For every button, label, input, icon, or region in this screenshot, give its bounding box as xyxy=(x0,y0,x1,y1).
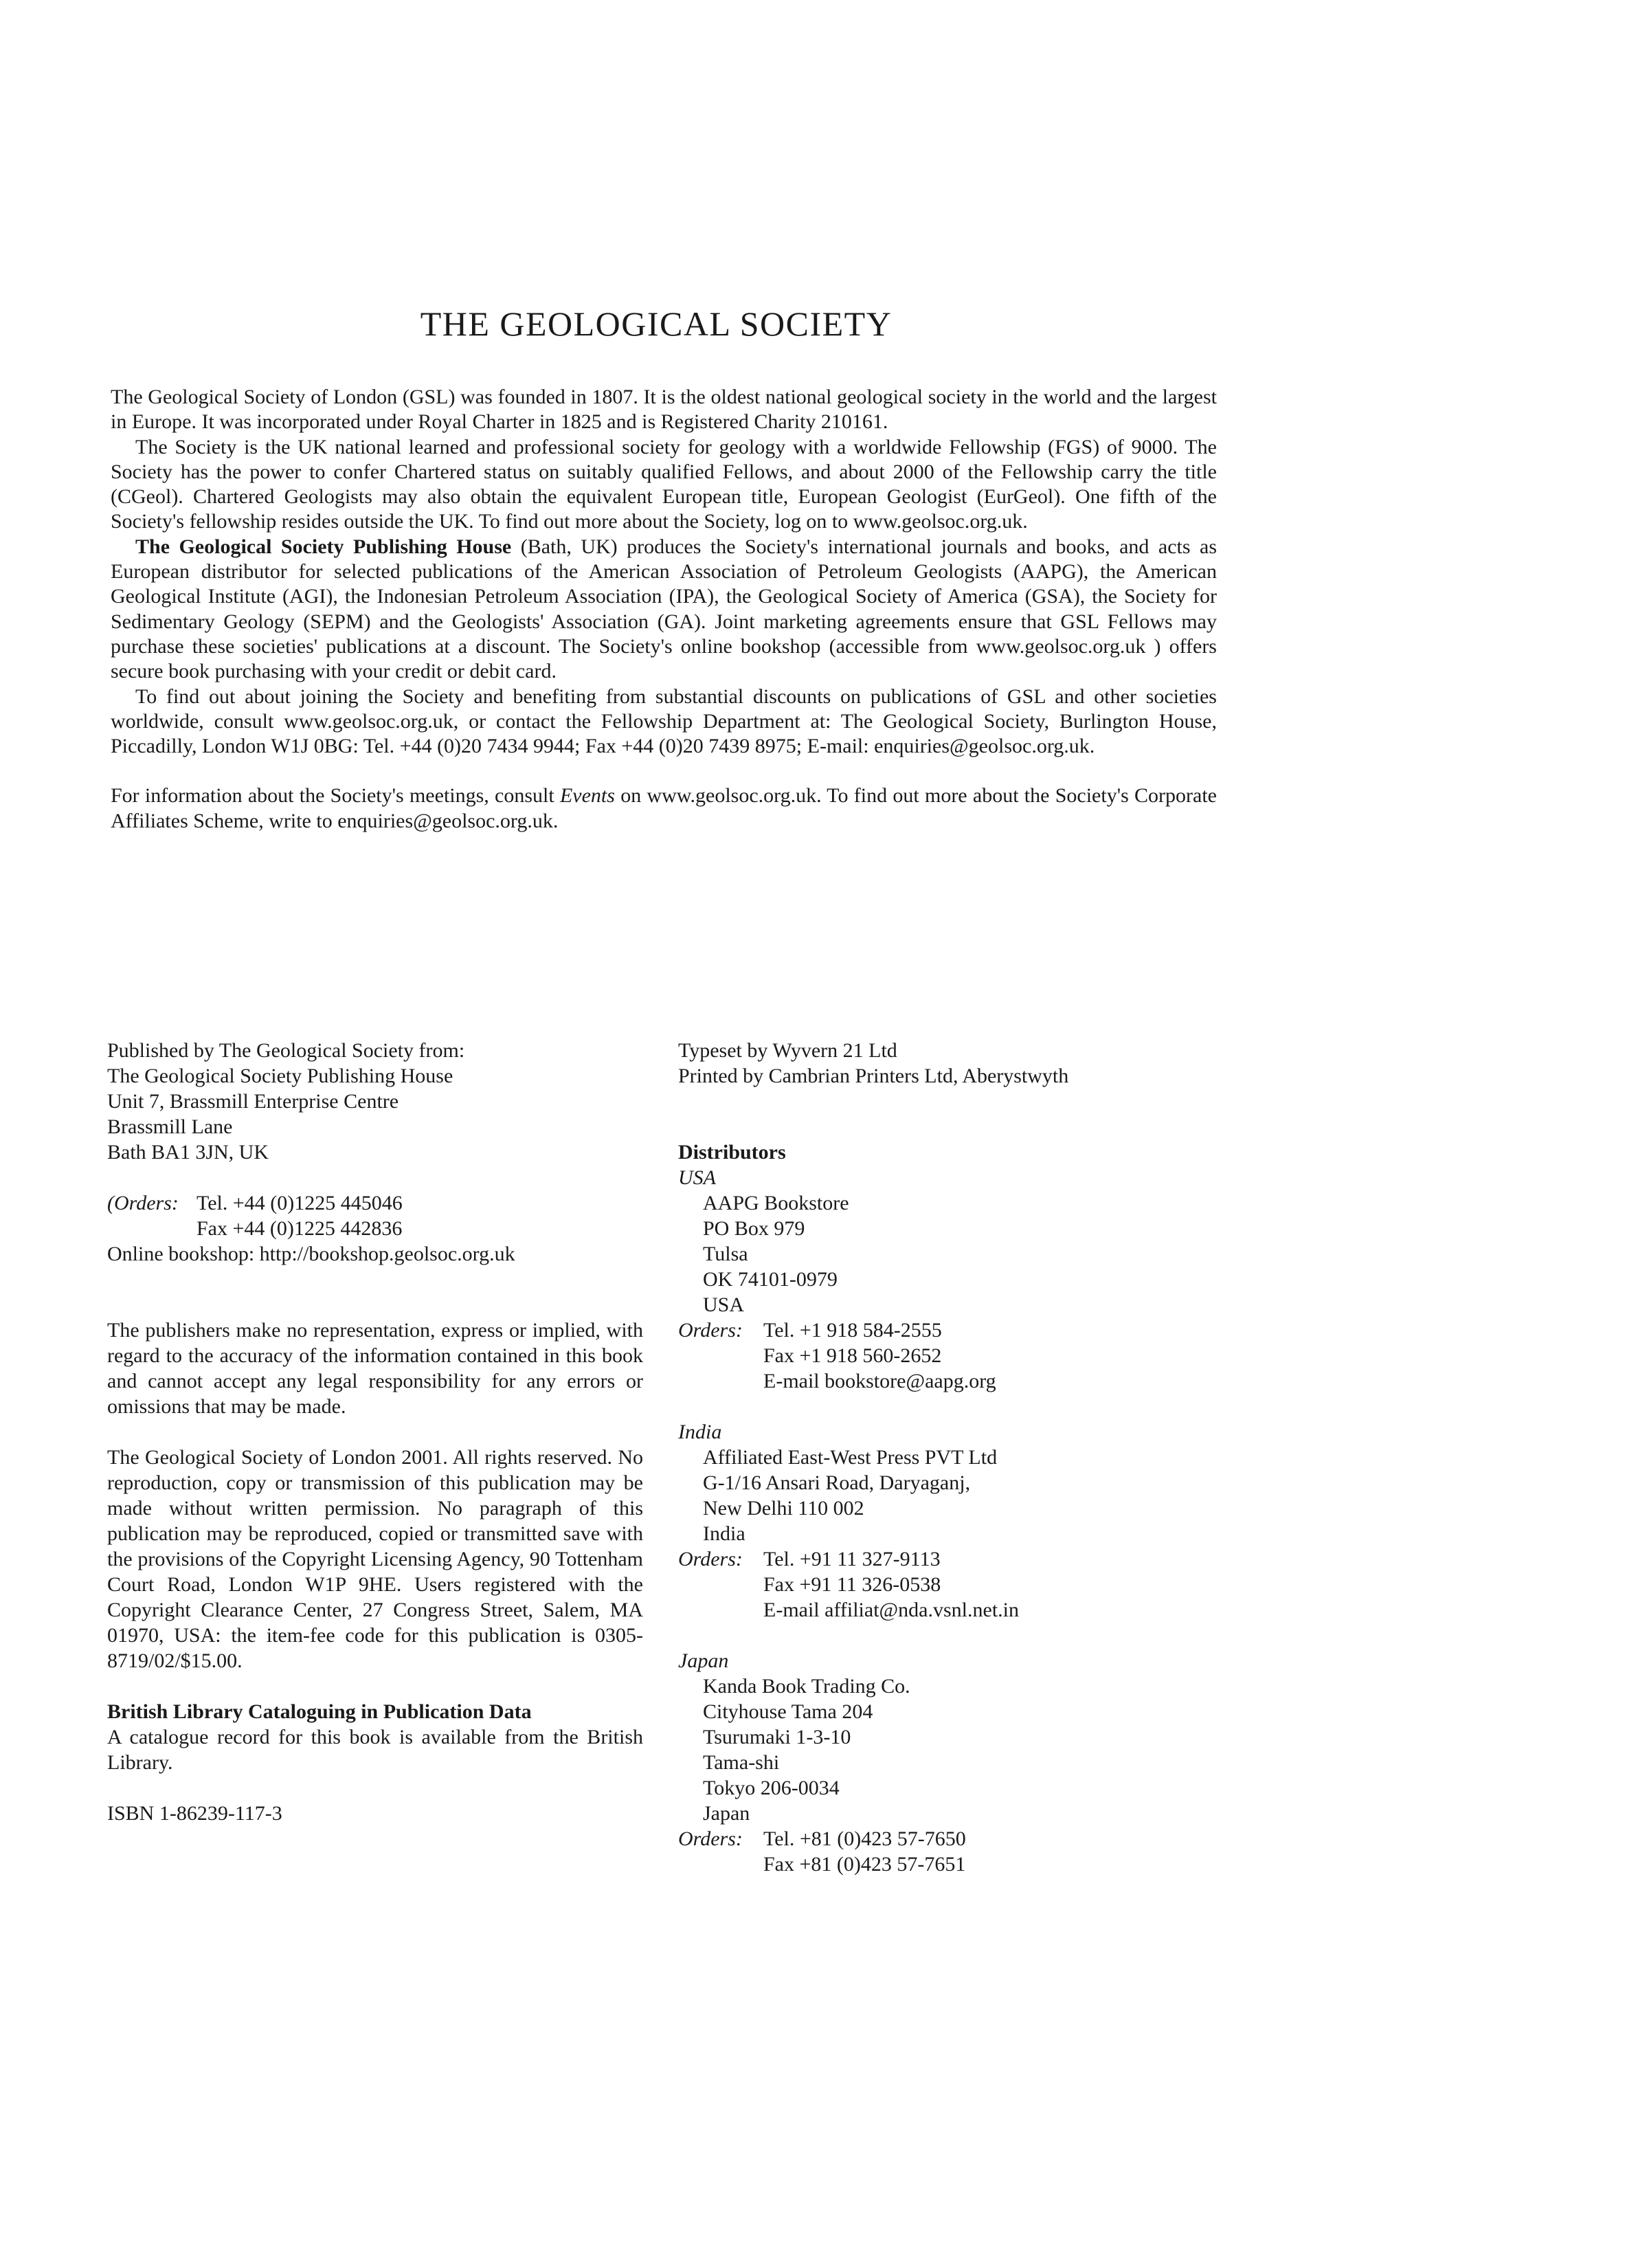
intro-paragraph-publishing-house xyxy=(111,535,1217,685)
india-fax: Fax +91 11 326-0538 xyxy=(763,1573,941,1596)
address-line: New Delhi 110 002 xyxy=(703,1497,864,1520)
publisher-orders-label: (Orders: xyxy=(107,1192,179,1214)
publisher-address xyxy=(107,1038,643,1165)
japan-tel: Tel. +81 (0)423 57-7650 xyxy=(763,1827,966,1850)
distribution-column xyxy=(678,1038,1269,1877)
publisher-line: Bath BA1 3JN, UK xyxy=(107,1141,269,1164)
india-email: E-mail affiliat@nda.vsnl.net.in xyxy=(763,1599,1019,1621)
distributors-heading: Distributors xyxy=(678,1141,786,1164)
orders-label: Orders: xyxy=(678,1319,743,1342)
address-line: Tama-shi xyxy=(703,1751,780,1774)
typeset-credit: Typeset by Wyvern 21 Ltd xyxy=(678,1039,897,1062)
publisher-column xyxy=(107,1038,643,1826)
address-line: OK 74101-0979 xyxy=(703,1268,838,1291)
publisher-fax: Fax +44 (0)1225 442836 xyxy=(197,1217,403,1240)
publisher-orders xyxy=(107,1190,643,1267)
orders-label: Orders: xyxy=(678,1827,743,1850)
meetings-text-b: on www.geolsoc.org.uk. To find out more about the Society's Corporate Affiliates Scheme, write to enquiries@geolsoc.org.uk. xyxy=(111,784,1217,832)
disclaimer-text: The publishers make no representation, express or implied, with regard to the accuracy of the information contained in this book and cannot accept any legal responsibility for any errors or omissions that may be made. xyxy=(107,1319,643,1418)
publisher-online-bookshop: Online bookshop: http://bookshop.geolsoc.org.uk xyxy=(107,1243,515,1265)
distributor-japan xyxy=(678,1648,1269,1877)
publisher-line: The Geological Society Publishing House xyxy=(107,1065,453,1087)
society-description xyxy=(111,385,1217,834)
cataloguing-heading: British Library Cataloguing in Publication Data xyxy=(107,1700,532,1723)
address-line: Tsurumaki 1-3-10 xyxy=(703,1726,851,1748)
distributor-india xyxy=(678,1419,1269,1623)
region-label-japan: Japan xyxy=(678,1649,729,1672)
printer-credit: Printed by Cambrian Printers Ltd, Aberystwyth xyxy=(678,1065,1069,1087)
region-label-usa: USA xyxy=(678,1166,716,1189)
address-line: Cityhouse Tama 204 xyxy=(703,1700,873,1723)
publisher-line: Unit 7, Brassmill Enterprise Centre xyxy=(107,1090,399,1113)
usa-email: E-mail bookstore@aapg.org xyxy=(763,1370,996,1392)
intro-paragraph-founding: The Geological Society of London (GSL) was founded in 1807. It is the oldest national geological society in the world and the largest in Europe. It was incorporated under Royal Charter in 1825 and is Registered Charity 210161. xyxy=(111,386,1217,434)
usa-tel: Tel. +1 918 584-2555 xyxy=(763,1319,942,1342)
address-line: USA xyxy=(703,1293,745,1316)
address-line: AAPG Bookstore xyxy=(703,1192,849,1214)
address-line: Japan xyxy=(703,1802,750,1825)
orders-label: Orders: xyxy=(678,1548,743,1570)
publisher-tel: Tel. +44 (0)1225 445046 xyxy=(197,1192,403,1214)
intro-paragraph-fellowship: The Society is the UK national learned and professional society for geology with a worldwide Fellowship (FGS) of 9000. The Society has the power to confer Chartered status on suitably qualified Fellows, and about 2000 of the Fellowship carry the title (CGeol). Chartered Geologists may also obtain the equivalent European title, European Geologist (EurGeol). One fifth of the Society's fellowship resides outside the UK. To find out more about the Society, log on to www.geolsoc.org.uk. xyxy=(111,435,1217,533)
address-line: PO Box 979 xyxy=(703,1217,805,1240)
publishing-house-name: The Geological Society Publishing House xyxy=(135,535,512,558)
address-line: Tulsa xyxy=(703,1243,748,1265)
intro-paragraph-meetings xyxy=(111,783,1217,834)
cataloguing-text: A catalogue record for this book is available from the British Library. xyxy=(107,1726,643,1774)
region-label-india: India xyxy=(678,1421,722,1443)
copyright-text: The Geological Society of London 2001. All rights reserved. No reproduction, copy or transmission of this publication may be made without written permission. No paragraph of this publication may be reproduced, copied or transmitted save with the provisions of the Copyright Licensing Agency, 90 Tottenham Court Road, London W1P 9HE. Users registered with the Copyright Clearance Center, 27 Congress Street, Salem, MA 01970, USA: the item-fee code for this publication is 0305-8719/02/$15.00. xyxy=(107,1446,643,1672)
japan-fax: Fax +81 (0)423 57-7651 xyxy=(763,1853,966,1876)
address-line: Kanda Book Trading Co. xyxy=(703,1675,910,1698)
intro-paragraph-joining: To find out about joining the Society and benefiting from substantial discounts on publications of GSL and other societies worldwide, consult www.geolsoc.org.uk, or contact the Fellowship Department at: The Geological Society, Burlington House, Piccadilly, London W1J 0BG: Tel. +44 (0)20 7434 9944; Fax +44 (0)20 7439 8975; E-mail: enquiries@geolsoc.org.uk. xyxy=(111,685,1217,758)
address-line: Affiliated East-West Press PVT Ltd xyxy=(703,1446,998,1469)
meetings-text-a: For information about the Society's meetings, consult xyxy=(111,784,560,808)
india-tel: Tel. +91 11 327-9113 xyxy=(763,1548,941,1570)
address-line: India xyxy=(703,1522,745,1545)
address-line: G-1/16 Ansari Road, Daryaganj, xyxy=(703,1471,971,1494)
events-label: Events xyxy=(559,784,615,808)
usa-fax: Fax +1 918 560-2652 xyxy=(763,1344,942,1367)
publishing-house-text: (Bath, UK) produces the Society's international journals and books, and acts as European distributor for selected publications of the American Association of Petroleum Geologists (AAPG), the American Geological Institute (AGI), the Indonesian Petroleum Association (IPA), the Geological Society of America (GSA), the Society for Sedimentary Geology (SEPM) and the Geologists' Association (GA). Joint marketing agreements ensure that GSL Fellows may purchase these societies' publications at a discount. The Society's online bookshop (accessible from www.geolsoc.org.uk ) offers secure book purchasing with your credit or debit card. xyxy=(111,535,1217,683)
publisher-line: Published by The Geological Society from: xyxy=(107,1039,465,1062)
address-line: Tokyo 206-0034 xyxy=(703,1777,840,1799)
page-title: THE GEOLOGICAL SOCIETY xyxy=(420,304,893,343)
distributor-usa xyxy=(678,1165,1269,1394)
publisher-line: Brassmill Lane xyxy=(107,1115,233,1138)
isbn: ISBN 1-86239-117-3 xyxy=(107,1802,282,1825)
